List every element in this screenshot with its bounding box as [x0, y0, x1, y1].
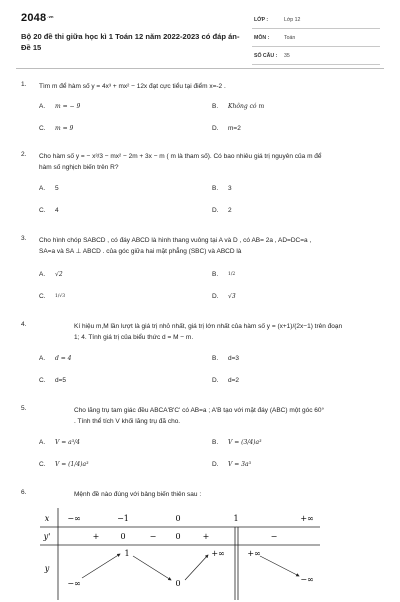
option-d[interactable]: [212, 125, 241, 132]
yprime-sign: +: [202, 532, 210, 541]
x-value: 0: [175, 514, 181, 523]
option-text: √2: [55, 271, 63, 278]
question-line: SA=a và SA ⊥ ABCD . của góc giữa hai mặt phẳng (SBC) và ABCD là: [39, 248, 242, 255]
option-label: A.: [39, 103, 46, 110]
question-line: Mệnh đề nào đúng với bảng biến thiên sau :: [74, 491, 202, 498]
x-value: +∞: [300, 514, 314, 523]
option-text: √3: [228, 293, 236, 300]
question-text: [39, 81, 369, 92]
option-text: d=2: [228, 377, 240, 384]
option-b[interactable]: [212, 185, 232, 192]
question-text: [39, 235, 369, 257]
x-value: 1: [233, 514, 239, 523]
meta-key: SỐ CÂU :: [254, 53, 278, 59]
question-text: [74, 321, 374, 343]
logo-suffix: .vn: [47, 14, 54, 19]
option-text: d=3: [228, 355, 240, 362]
y-label: y: [44, 564, 50, 573]
option-text: 1/√3: [55, 293, 66, 299]
option-c[interactable]: [39, 207, 59, 214]
question-number: 5.: [21, 405, 27, 412]
option-label: B.: [212, 355, 219, 362]
option-text: m=2: [228, 125, 241, 132]
option-d[interactable]: [212, 207, 232, 214]
option-text: V = 3a³: [228, 461, 251, 468]
option-text: Không có m: [228, 103, 265, 110]
site-logo[interactable]: [21, 12, 54, 24]
option-text: d=5: [55, 377, 67, 384]
logo-text: 2048: [21, 12, 47, 24]
option-c[interactable]: [39, 125, 73, 132]
variation-table: [38, 508, 322, 600]
yprime-sign: −: [270, 532, 278, 541]
option-label: D.: [212, 125, 219, 132]
option-b[interactable]: [212, 355, 239, 362]
option-label: B.: [212, 439, 219, 446]
option-label: D.: [212, 207, 219, 214]
header-divider: [16, 68, 384, 69]
option-text: m = 9: [55, 125, 74, 132]
question-number: 1.: [21, 81, 27, 88]
meta-row-class: [252, 14, 380, 29]
question-line: Cho lăng trụ tam giác đều ABCA'B'C' có AB=a ; A'B tạo với mặt đáy (ABC) một góc 60°: [74, 407, 325, 414]
yprime-sign: 0: [120, 532, 126, 541]
y-value: −∞: [67, 579, 81, 588]
option-label: A.: [39, 439, 46, 446]
option-text: V = a³/4: [55, 439, 80, 446]
question-number: 6.: [21, 489, 27, 496]
variation-table-svg: [38, 508, 322, 600]
option-label: D.: [212, 293, 219, 300]
meta-value: Lớp 12: [284, 17, 301, 23]
meta-key: LỚP :: [254, 17, 269, 23]
y-value: +∞: [247, 549, 261, 558]
option-a[interactable]: [39, 439, 80, 446]
option-c[interactable]: [39, 377, 66, 384]
option-text: 5: [55, 185, 59, 192]
option-text: 3: [228, 185, 232, 192]
question-number: 2.: [21, 151, 27, 158]
option-text: m = − 9: [55, 103, 81, 110]
page-title: Bộ 20 đề thi giữa học kì 1 Toán 12 năm 2022-2023 có đáp án- Đề 15: [21, 32, 240, 52]
x-value: −1: [117, 514, 129, 523]
meta-row-subject: [252, 32, 380, 47]
option-label: A.: [39, 355, 46, 362]
question-text: [74, 489, 374, 500]
yprime-sign: +: [92, 532, 100, 541]
option-d[interactable]: [212, 377, 239, 384]
yprime-sign: 0: [175, 532, 181, 541]
meta-value: 35: [284, 53, 290, 59]
x-label: x: [44, 514, 50, 523]
option-label: C.: [39, 125, 46, 132]
y-value: +∞: [211, 549, 225, 558]
option-label: D.: [212, 461, 219, 468]
meta-value: Toán: [284, 35, 296, 41]
question-line: . Tính thể tích V khối lăng trụ đã cho.: [74, 418, 181, 425]
option-text: 1/2: [228, 271, 236, 277]
question-number: 3.: [21, 235, 27, 242]
option-a[interactable]: [39, 355, 72, 362]
option-label: D.: [212, 377, 219, 384]
question-line: hàm số nghịch biến trên R?: [39, 164, 119, 171]
question-line: 1; 4. Tính giá trị của biểu thức d = M − m.: [74, 334, 194, 341]
option-c[interactable]: [39, 461, 89, 468]
question-text: [74, 405, 374, 427]
option-a[interactable]: [39, 185, 59, 192]
y-value: 0: [175, 579, 181, 588]
option-b[interactable]: [212, 271, 235, 278]
option-d[interactable]: [212, 461, 251, 468]
question-line: Tìm m để hàm số y = 4x³ + mx² − 12x đạt cực tiểu tại điểm x=-2 .: [39, 83, 226, 90]
question-line: Kí hiệu m,M lần lượt là giá trị nhỏ nhất, giá trị lớn nhất của hàm số y = (x+1)/(2x−1) trên đoạn: [74, 323, 343, 330]
meta-row-count: [252, 50, 380, 65]
option-label: B.: [212, 185, 219, 192]
question-line: Cho hàm số y = − x³/3 − mx² − 2m + 3x − m ( m là tham số). Có bao nhiêu giá trị nguyên của m để: [39, 153, 322, 160]
option-label: B.: [212, 271, 219, 278]
exam-meta: [252, 14, 380, 68]
option-d[interactable]: [212, 293, 236, 300]
increase-arrow: [185, 555, 208, 580]
question-number: 4.: [21, 321, 27, 328]
option-a[interactable]: [39, 103, 80, 110]
yprime-sign: −: [149, 532, 157, 541]
option-label: C.: [39, 207, 46, 214]
option-text: 4: [55, 207, 59, 214]
option-label: C.: [39, 461, 46, 468]
option-b[interactable]: [212, 439, 262, 446]
option-label: C.: [39, 377, 46, 384]
option-label: B.: [212, 103, 219, 110]
question-text: [39, 151, 369, 173]
option-label: A.: [39, 185, 46, 192]
decrease-arrow: [133, 556, 171, 580]
option-label: C.: [39, 293, 46, 300]
y-value: −∞: [300, 575, 314, 584]
question-line: Cho hình chóp SABCD , có đáy ABCD là hình thang vuông tại A và D , có AB= 2a , AD=DC=a ,: [39, 237, 312, 244]
meta-key: MÔN :: [254, 35, 270, 41]
option-text: 2: [228, 207, 232, 214]
y-value: 1: [124, 549, 130, 558]
decrease-arrow: [260, 556, 299, 576]
option-label: A.: [39, 271, 46, 278]
option-b[interactable]: [212, 103, 264, 110]
option-c[interactable]: [39, 293, 65, 300]
option-text: d = 4: [55, 355, 72, 362]
x-value: −∞: [67, 514, 81, 523]
option-a[interactable]: [39, 271, 63, 278]
yprime-label: y': [43, 532, 51, 541]
option-text: V = (1/4)a³: [55, 461, 89, 468]
increase-arrow: [82, 554, 120, 578]
option-text: V = (3/4)a³: [228, 439, 262, 446]
